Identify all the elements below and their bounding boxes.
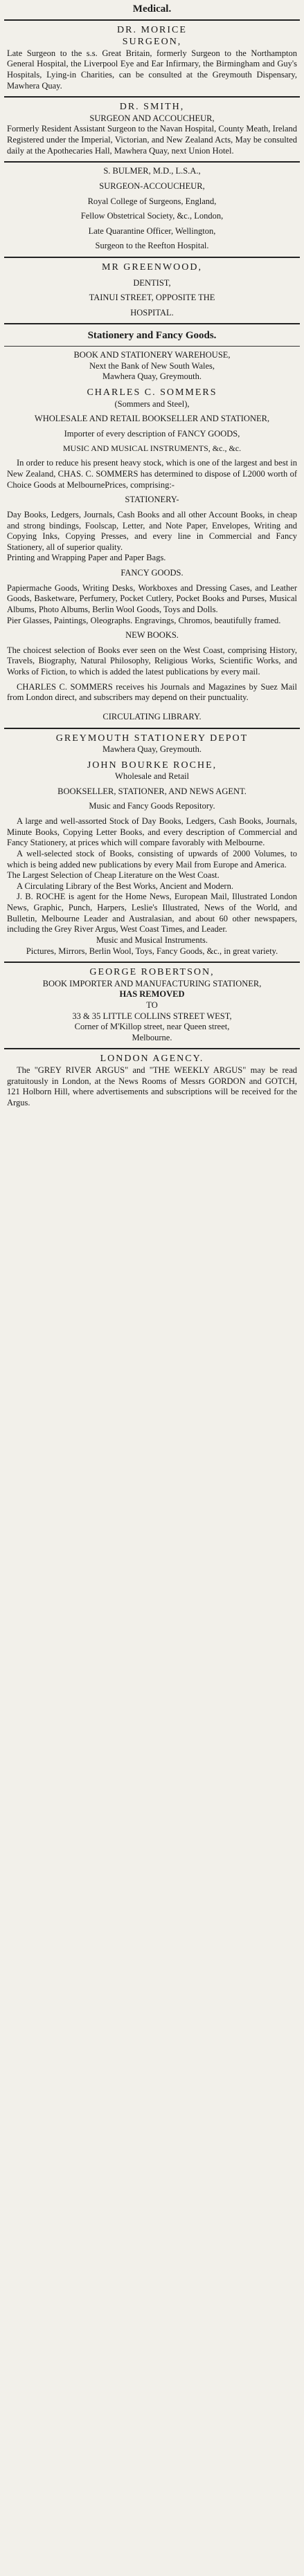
divider [4, 96, 300, 98]
ad-trade: BOOKSELLER, STATIONER, AND NEWS AGENT. [57, 786, 247, 796]
ad-trade: WHOLESALE AND RETAIL BOOKSELLER AND STATIONER, [34, 414, 270, 424]
section-heading-medical: Medical. [132, 3, 172, 15]
ad-fancy-goods: Papiermache Goods, Writing Desks, Workboxes and Dressing Cases, and Leather Goods, Basketware, Perfumery, Pocket Cutlery, Pocket Books and Purses, Musical Albums, Photo Albums, Berlin Wool Goods, Toys and Dolls. [7, 582, 297, 614]
ad-line: HOSPITAL. [130, 307, 174, 318]
ad-greenwood [4, 260, 300, 321]
divider [4, 1048, 300, 1049]
ad-removed: HAS REMOVED [119, 989, 185, 1000]
ad-roche [4, 731, 300, 960]
newspaper-column [4, 0, 300, 1111]
ad-dr-morice [4, 23, 300, 95]
ad-heading: LONDON AGENCY. [100, 1054, 204, 1065]
ad-address: 33 & 35 LITTLE COLLINS STREET WEST, [72, 1011, 232, 1021]
ad-robertson [4, 965, 300, 1046]
ad-to: TO [146, 1000, 158, 1010]
ad-heading: BOOK AND STATIONERY WAREHOUSE, [73, 350, 231, 360]
divider [4, 257, 300, 258]
ad-intro: In order to reduce his present heavy stock, which is one of the largest and best in New Zealand, CHAS. C. SOMMERS has determined to dispose of L2000 worth of Choice Goods at MelbournePrices, comprising:- [7, 458, 297, 490]
divider [4, 19, 300, 21]
divider [4, 323, 300, 324]
section-heading-stationery: Stationery and Fancy Goods. [87, 330, 217, 342]
ad-repository: Music and Fancy Goods Repository. [89, 801, 215, 811]
ad-address: Mawhera Quay, Greymouth. [102, 744, 202, 754]
subhead-library: CIRCULATING LIBRARY. [102, 711, 202, 721]
ad-stationery: Day Books, Ledgers, Journals, Cash Books and all other Account Books, in cheap and strong bindings, Foolscap, Letter, and Note Paper, Envelopes, Writing and Copying Inks, Copying Presses, and every line in Commercial and Fancy Stationery, all of superior quality. [7, 509, 297, 552]
ad-printing: Printing and Wrapping Paper and Paper Bags. [7, 553, 166, 563]
ad-body: Late Surgeon to the s.s. Great Britain, formerly Surgeon to the Northampton General Hospital, the Liverpool Eye and Ear Infirmary, the Birmingham and Guy's Hospitals, Lying-in Charities, can be consulted at the Greymouth Dispensary, Mawhera Quay. [7, 48, 297, 91]
ad-music: MUSIC AND MUSICAL INSTRUMENTS, &c., &c. [62, 443, 242, 454]
ad-bulmer [4, 165, 300, 255]
ad-paragraph: Music and Musical Instruments. [96, 935, 208, 945]
ad-paragraph: A large and well-assorted Stock of Day Books, Ledgers, Cash Books, Journals, Minute Books, Copying Letter Books, and every description of Commercial and Fancy Stationery, at prices which will compare favorably with Melbourne. [7, 816, 297, 848]
ad-pier-glasses: Pier Glasses, Paintings, Oleographs. Engravings, Chromos, beautifully framed. [7, 615, 281, 625]
ad-name: MR GREENWOOD, [102, 262, 202, 273]
subhead-fancy-goods: FANCY GOODS. [120, 568, 184, 578]
ad-paragraph: The Largest Selection of Cheap Literature on the West Coast. [7, 870, 220, 881]
ad-importer: Importer of every description of FANCY GOODS, [64, 428, 240, 439]
ad-name: GEORGE ROBERTSON, [89, 967, 215, 978]
ad-paragraph: A Circulating Library of the Best Works, Ancient and Modern. [17, 881, 233, 891]
ad-heading: GREYMOUTH STATIONERY DEPOT [55, 733, 249, 744]
ad-line: Late Quarantine Officer, Wellington, [88, 226, 216, 236]
ad-body: The "GREY RIVER ARGUS" and "THE WEEKLY ARGUS" may be read gratuitously in London, at the News Rooms of Messrs GORDON and GOTCH, 121 Holborn Hill, where advertisements and subscriptions will be received for the Argus. [7, 1065, 297, 1107]
ad-name: DR. MORICE [117, 24, 187, 35]
divider [4, 346, 300, 347]
ad-line: TAINUI STREET, OPPOSITE THE [89, 293, 215, 303]
ad-trade: BOOK IMPORTER AND MANUFACTURING STATIONER, [42, 978, 262, 988]
divider [4, 161, 300, 163]
ad-name: DR. SMITH, [119, 102, 185, 113]
ad-name: CHARLES C. SOMMERS [87, 387, 217, 398]
ad-name: JOHN BOURKE ROCHE, [87, 760, 217, 771]
ad-address: Corner of M'Killop street, near Queen street, [74, 1022, 230, 1032]
ad-address: Next the Bank of New South Wales, [89, 360, 215, 371]
ad-address: Mawhera Quay, Greymouth. [102, 371, 202, 382]
ad-paragraph: Pictures, Mirrors, Berlin Wool, Toys, Fancy Goods, &c., in great variety. [26, 946, 278, 956]
subhead-new-books: NEW BOOKS. [125, 630, 179, 641]
ad-paragraph: A well-selected stock of Books, consisting of upwards of 2000 Volumes, to which is being added new publications by every Mail from Europe and America. [7, 848, 297, 870]
ad-name: S. BULMER, M.D., L.S.A., [103, 166, 201, 176]
divider [4, 962, 300, 963]
ad-dr-smith [4, 100, 300, 159]
ad-journals: CHARLES C. SOMMERS receives his Journals and Magazines by Suez Mail from London direct, and subscribers may depend on their punctuality. [7, 681, 297, 703]
ad-subname: Wholesale and Retail [115, 771, 189, 782]
ad-line: Fellow Obstetrical Society, &c., London, [80, 211, 224, 221]
ad-title: SURGEON, [122, 37, 182, 48]
ad-title: DENTIST, [133, 277, 171, 288]
ad-title: SURGEON AND ACCOUCHEUR, [89, 113, 215, 123]
divider [4, 728, 300, 729]
ad-address: Melbourne. [132, 1032, 172, 1042]
subhead-stationery: STATIONERY- [125, 495, 179, 505]
ad-london-agency [4, 1051, 300, 1111]
ad-line: Surgeon to the Reefton Hospital. [95, 241, 209, 251]
ad-new-books: The choicest selection of Books ever seen on the West Coast, comprising History, Travels, Biography, Natural Philosophy, Religious Works, Scientific Works, and Works of Fiction, to which is added the latest publications by every mail. [7, 645, 297, 677]
ad-line: Royal College of Surgeons, England, [87, 196, 217, 206]
ad-sommers [4, 349, 300, 725]
ad-title: SURGEON-ACCOUCHEUR, [99, 181, 205, 191]
ad-body: Formerly Resident Assistant Surgeon to the Navan Hospital, County Meath, Ireland Registered under the Imperial, Victorian, and New Zealand Acts, May be consulted daily at the Apothecaries Hall, Mawhera Quay, next Union Hotel. [7, 124, 297, 156]
ad-paragraph: J. B. ROCHE is agent for the Home News, European Mail, Illustrated London News, Graphic, Punch, Harpers, Leslie's Illustrated, News of the World, and Bulletin, Melbourne Leader and Australasian, and about 60 other newspapers, including the Grey River Argus, West Coast Times, and Leader. [7, 892, 297, 935]
ad-subname: (Sommers and Steel), [114, 398, 190, 409]
